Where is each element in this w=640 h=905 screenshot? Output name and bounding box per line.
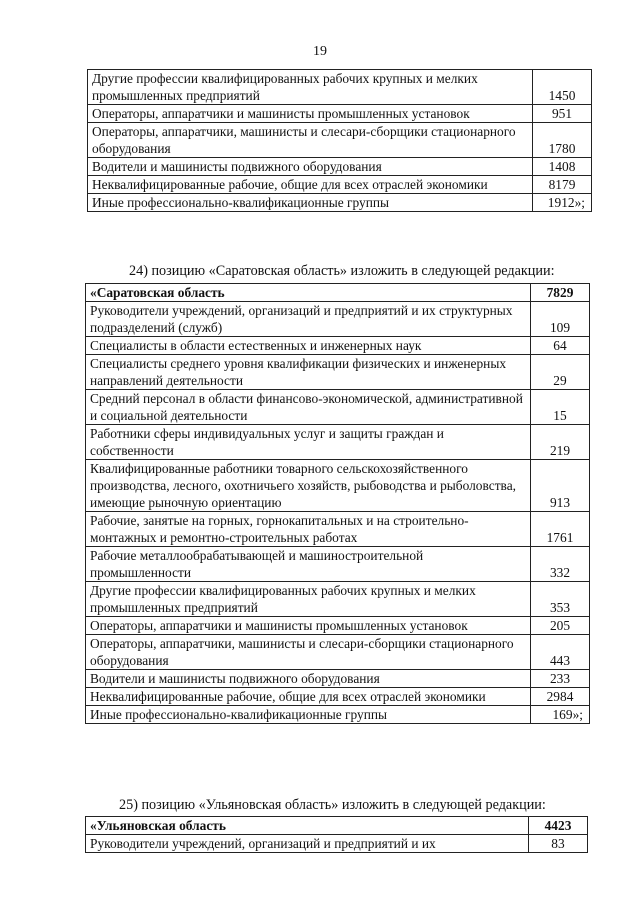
occupation-value: 332 xyxy=(531,547,590,582)
table-row xyxy=(86,688,590,706)
region-header-row xyxy=(86,817,588,835)
table-row xyxy=(86,302,590,337)
occupation-value: 1761 xyxy=(531,512,590,547)
occupation-value: 2984 xyxy=(531,688,590,706)
occupation-name: Руководители учреждений, организаций и предприятий и их xyxy=(86,835,529,853)
table-row xyxy=(88,176,592,194)
table-row xyxy=(86,390,590,425)
occupation-value: 109 xyxy=(531,302,590,337)
ulyanovsk-region-table xyxy=(85,816,588,853)
occupation-name: Операторы, аппаратчики, машинисты и слесари-сборщики стационарного оборудования xyxy=(86,635,531,670)
occupation-name: Другие профессии квалифицированных рабочих крупных и мелких промышленных предприятий xyxy=(86,582,531,617)
occupation-name: Руководители учреждений, организаций и предприятий и их структурных подразделений (служб) xyxy=(86,302,531,337)
occupation-name: Неквалифицированные рабочие, общие для всех отраслей экономики xyxy=(86,688,531,706)
occupation-name: Специалисты среднего уровня квалификации физических и инженерных направлений деятельности xyxy=(86,355,531,390)
occupation-value: 205 xyxy=(531,617,590,635)
table-row xyxy=(88,123,592,158)
occupation-value: 8179 xyxy=(533,176,592,194)
occupation-value: 443 xyxy=(531,635,590,670)
table-row xyxy=(86,460,590,512)
table-row xyxy=(86,355,590,390)
occupation-name: Специалисты в области естественных и инженерных наук xyxy=(86,337,531,355)
region-name: «Саратовская область xyxy=(86,284,531,302)
occupation-value: 15 xyxy=(531,390,590,425)
occupation-name: Операторы, аппаратчики и машинисты промышленных установок xyxy=(86,617,531,635)
table-row xyxy=(86,425,590,460)
occupation-name: Водители и машинисты подвижного оборудования xyxy=(88,158,533,176)
occupation-name: Иные профессионально-квалификационные группы xyxy=(88,194,533,212)
region-header-row xyxy=(86,284,590,302)
occupation-name: Рабочие, занятые на горных, горнокапитальных и на строительно-монтажных и ремонтно-строительных работах xyxy=(86,512,531,547)
region-total: 7829 xyxy=(531,284,590,302)
table-row xyxy=(86,547,590,582)
occupation-name: Операторы, аппаратчики и машинисты промышленных установок xyxy=(88,105,533,123)
occupation-value: 233 xyxy=(531,670,590,688)
table-row xyxy=(86,337,590,355)
occupation-name: Операторы, аппаратчики, машинисты и слесари-сборщики стационарного оборудования xyxy=(88,123,533,158)
occupation-name: Неквалифицированные рабочие, общие для всех отраслей экономики xyxy=(88,176,533,194)
table-row xyxy=(88,194,592,212)
occupation-name: Работники сферы индивидуальных услуг и защиты граждан и собственности xyxy=(86,425,531,460)
occupation-name: Рабочие металлообрабатывающей и машиностроительной промышленности xyxy=(86,547,531,582)
occupation-value: 83 xyxy=(529,835,588,853)
occupation-name: Квалифицированные работники товарного сельскохозяйственного производства, лесного, охотничьего хозяйств, рыбоводства и рыболовства, имеющие рыночную ориентацию xyxy=(86,460,531,512)
occupation-value: 1912»; xyxy=(533,194,592,212)
instruction-24: 24) позицию «Саратовская область» изложить в следующей редакции: xyxy=(129,263,555,279)
occupation-value: 219 xyxy=(531,425,590,460)
table-row xyxy=(86,706,590,724)
occupation-value: 951 xyxy=(533,105,592,123)
occupation-value: 353 xyxy=(531,582,590,617)
occupation-name: Другие профессии квалифицированных рабочих крупных и мелких промышленных предприятий xyxy=(88,70,533,105)
table-row xyxy=(86,635,590,670)
occupation-value: 169»; xyxy=(531,706,590,724)
page-number: 19 xyxy=(313,44,327,59)
occupation-value: 913 xyxy=(531,460,590,512)
occupations-table-continued xyxy=(87,69,592,212)
instruction-25: 25) позицию «Ульяновская область» изложить в следующей редакции: xyxy=(119,797,546,813)
occupation-value: 64 xyxy=(531,337,590,355)
table-row xyxy=(86,512,590,547)
table-row xyxy=(88,70,592,105)
table-row xyxy=(86,670,590,688)
table-row xyxy=(86,835,588,853)
table-row xyxy=(86,582,590,617)
occupation-name: Иные профессионально-квалификационные группы xyxy=(86,706,531,724)
occupation-name: Средний персонал в области финансово-экономической, административной и социальной деятельности xyxy=(86,390,531,425)
table-row xyxy=(86,617,590,635)
table-row xyxy=(88,158,592,176)
occupation-value: 1408 xyxy=(533,158,592,176)
saratov-region-table xyxy=(85,283,590,724)
table-row xyxy=(88,105,592,123)
occupation-value: 29 xyxy=(531,355,590,390)
region-name: «Ульяновская область xyxy=(86,817,529,835)
occupation-name: Водители и машинисты подвижного оборудования xyxy=(86,670,531,688)
region-total: 4423 xyxy=(529,817,588,835)
occupation-value: 1780 xyxy=(533,123,592,158)
occupation-value: 1450 xyxy=(533,70,592,105)
